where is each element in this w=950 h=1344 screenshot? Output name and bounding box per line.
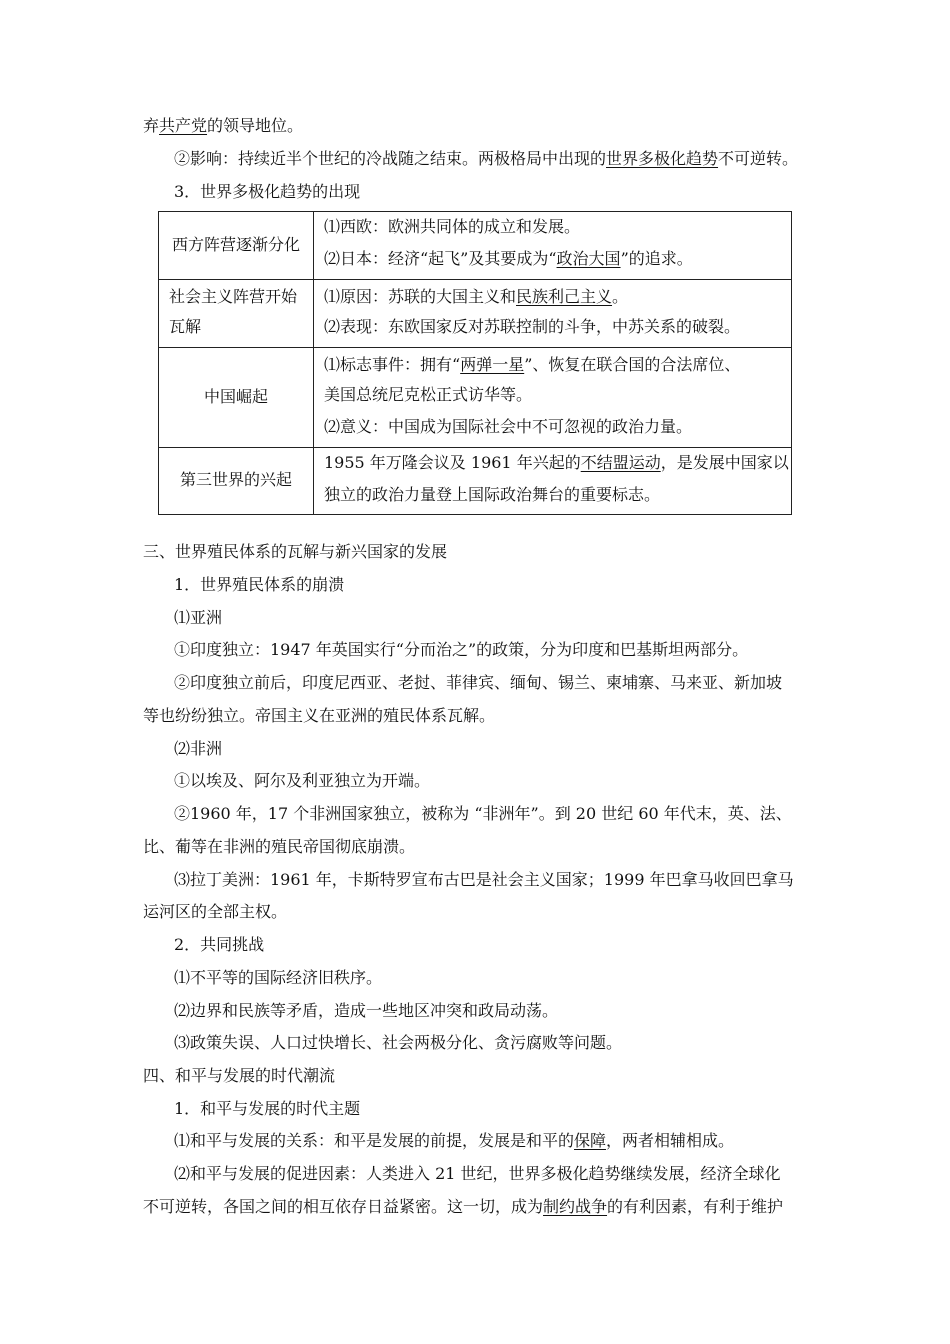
underlined-term: 世界多极化趋势 — [606, 149, 719, 168]
table-cell-label — [159, 212, 314, 280]
table-cell-content — [314, 212, 792, 280]
table-cell-label — [159, 448, 314, 515]
underlined-term: 共产党 — [159, 116, 208, 135]
cell-text: ⑵表现：东欧国家反对苏联控制的斗争，中苏关系的破裂。 — [324, 317, 741, 336]
underlined-term: 民族利己主义 — [516, 287, 613, 306]
table-row — [159, 348, 792, 448]
text: 不可逆转。 — [718, 149, 799, 168]
table-cell-label — [159, 280, 314, 348]
multipolarity-table — [158, 211, 792, 515]
cell-text: ⑵意义：中国成为国际社会中不可忽视的政治力量。 — [324, 417, 693, 436]
underlined-term: 保障 — [574, 1131, 607, 1150]
cell-text: 1955 年万隆会议及 1961 年兴起的不结盟运动，是发展中国家以 — [324, 453, 789, 472]
text-line: ⑵非洲 — [174, 739, 223, 758]
cell-text: ⑴标志事件：拥有“两弹一星”、恢复在联合国的合法席位、 — [324, 355, 741, 374]
table-row — [159, 448, 792, 515]
text-line: 比、葡等在非洲的殖民帝国彻底崩溃。 — [143, 837, 416, 856]
table-cell-content — [314, 448, 792, 515]
table-cell-content — [314, 280, 792, 348]
cell-text: ⑵日本：经济“起飞”及其要成为“政治大国”的追求。 — [324, 249, 693, 268]
table-row — [159, 212, 792, 280]
table-cell-content — [314, 348, 792, 448]
underlined-term: 两弹一星 — [460, 355, 525, 374]
underlined-term: 不结盟运动 — [580, 453, 661, 472]
section-heading: 四、和平与发展的时代潮流 — [143, 1066, 336, 1085]
text-line: 等也纷纷独立。帝国主义在亚洲的殖民体系瓦解。 — [143, 706, 496, 725]
cell-text: 瓦解 — [169, 317, 202, 336]
subheading: 2．共同挑战 — [174, 935, 265, 954]
text-line: ①印度独立：1947 年英国实行“分而治之”的政策，分为印度和巴基斯坦两部分。 — [174, 640, 749, 659]
subheading: 3．世界多极化趋势的出现 — [174, 182, 361, 201]
underlined-term: 政治大国 — [556, 249, 621, 268]
cell-text: ⑴西欧：欧洲共同体的成立和发展。 — [324, 217, 581, 236]
text-line: ⑶政策失误、人口过快增长、社会两极分化、贪污腐败等问题。 — [174, 1033, 623, 1052]
text-line — [143, 115, 811, 137]
text-line: ⑴和平与发展的关系：和平是发展的前提，发展是和平的保障，两者相辅相成。 — [174, 1131, 735, 1150]
text-line: ⑵边界和民族等矛盾，造成一些地区冲突和政局动荡。 — [174, 1001, 559, 1020]
text-line: ⑵和平与发展的促进因素：人类进入 21 世纪，世界多极化趋势继续发展，经济全球化 — [174, 1164, 781, 1183]
table-row — [159, 280, 792, 348]
text: ②影响：持续近半个世纪的冷战随之结束。两极格局中出现的 — [174, 149, 607, 168]
text-line: ⑴亚洲 — [174, 608, 223, 627]
table-cell-label — [159, 348, 314, 448]
cell-text: ⑴原因：苏联的大国主义和民族利己主义。 — [324, 287, 629, 306]
text-line: ⑶拉丁美洲：1961 年，卡斯特罗宣布古巴是社会主义国家；1999 年巴拿马收回巴拿马 — [174, 870, 794, 889]
text-line: ②1960 年，17 个非洲国家独立，被称为 “非洲年”。到 20 世纪 60 年代末，英、法、 — [174, 804, 792, 823]
text-line: 不可逆转，各国之间的相互依存日益紧密。这一切，成为制约战争的有利因素，有利于维护 — [143, 1197, 784, 1216]
text: 的领导地位。 — [207, 116, 304, 135]
text-line: ①以埃及、阿尔及利亚独立为开端。 — [174, 771, 431, 790]
text: 弃 — [143, 116, 160, 135]
cell-text: 社会主义阵营开始 — [169, 287, 298, 306]
text-line — [174, 148, 811, 170]
cell-text: 独立的政治力量登上国际政治舞台的重要标志。 — [324, 485, 661, 504]
underlined-term: 制约战争 — [543, 1197, 608, 1216]
text-line: ②印度独立前后，印度尼西亚、老挝、菲律宾、缅甸、锡兰、柬埔寨、马来亚、新加坡 — [174, 673, 783, 692]
cell-text: 西方阵营逐渐分化 — [171, 235, 300, 254]
cell-text: 美国总统尼克松正式访华等。 — [324, 385, 533, 404]
text-line: 运河区的全部主权。 — [143, 902, 288, 921]
subheading: 1．世界殖民体系的崩溃 — [174, 575, 345, 594]
text-line: ⑴不平等的国际经济旧秩序。 — [174, 968, 383, 987]
cell-text: 中国崛起 — [203, 387, 268, 406]
subheading: 1．和平与发展的时代主题 — [174, 1099, 361, 1118]
section-heading: 三、世界殖民体系的瓦解与新兴国家的发展 — [143, 542, 448, 561]
cell-text: 第三世界的兴起 — [179, 470, 292, 489]
